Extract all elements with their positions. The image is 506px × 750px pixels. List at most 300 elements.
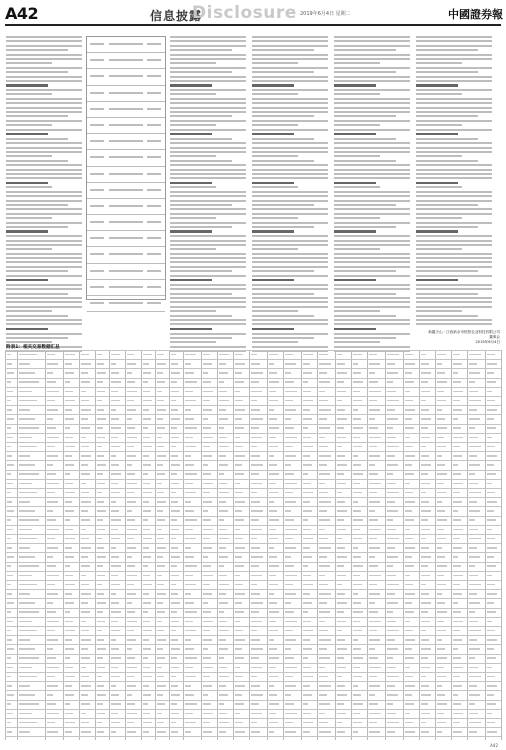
table-cell <box>469 455 477 457</box>
table-cell <box>235 676 243 678</box>
table-cell <box>127 354 134 356</box>
table-cell <box>487 483 492 485</box>
table-row <box>87 296 165 312</box>
text-line <box>416 235 492 237</box>
table-cell <box>251 437 262 439</box>
table-cell <box>405 483 410 485</box>
table-cell <box>157 455 166 457</box>
text-line <box>6 36 82 38</box>
table-cell <box>111 492 120 494</box>
table-cell <box>171 694 180 696</box>
table-cell <box>47 437 59 439</box>
cell-text <box>147 270 161 272</box>
text-line <box>6 200 82 202</box>
table-cell <box>81 602 88 604</box>
table-cell <box>157 722 164 724</box>
table-cell <box>97 685 104 687</box>
text-line <box>334 235 410 237</box>
table-cell <box>453 381 461 383</box>
table-cell <box>81 492 89 494</box>
table-cell <box>7 538 11 540</box>
table-cell <box>353 464 361 466</box>
table-cell <box>143 611 148 613</box>
table-cell <box>235 510 242 512</box>
text-line <box>416 195 492 197</box>
text-line <box>334 160 396 162</box>
table-cell <box>185 455 191 457</box>
table-cell <box>369 437 381 439</box>
table-cell <box>7 381 11 383</box>
text-line <box>6 323 82 325</box>
table-cell <box>111 391 118 393</box>
table-cell <box>65 437 73 439</box>
table-cell <box>469 593 477 595</box>
table-cell <box>65 391 73 393</box>
text-line <box>416 138 478 140</box>
table-cell <box>203 409 212 411</box>
text-line <box>416 240 492 242</box>
table-cell <box>185 473 197 475</box>
text-line <box>334 297 410 299</box>
table-cell <box>19 464 35 466</box>
table-cell <box>337 418 347 420</box>
table-cell <box>353 556 361 558</box>
text-line <box>334 115 396 117</box>
table-gridline <box>501 350 502 740</box>
table-cell <box>97 639 104 641</box>
table-cell <box>319 731 331 733</box>
table-cell <box>171 391 179 393</box>
table-cell <box>405 538 413 540</box>
table-cell <box>157 584 164 586</box>
table-cell <box>185 381 197 383</box>
table-cell <box>487 593 497 595</box>
table-cell <box>269 437 276 439</box>
table-cell <box>171 501 178 503</box>
table-cell <box>157 713 162 715</box>
table-cell <box>235 639 245 641</box>
table-cell <box>269 630 278 632</box>
table-cell <box>203 621 213 623</box>
table-cell <box>303 400 313 402</box>
table-cell <box>65 427 70 429</box>
table-cell <box>219 584 229 586</box>
text-line <box>252 341 298 343</box>
table-cell <box>319 593 331 595</box>
table-cell <box>157 473 165 475</box>
table-cell <box>185 556 194 558</box>
table-cell <box>97 694 106 696</box>
table-cell <box>387 694 398 696</box>
cell-text <box>90 59 104 61</box>
text-line <box>252 297 328 299</box>
table-cell <box>97 464 106 466</box>
table-cell <box>303 722 313 724</box>
text-line <box>416 222 492 224</box>
table-cell <box>421 418 431 420</box>
table-cell <box>353 492 362 494</box>
table-cell <box>157 575 162 577</box>
text-line <box>416 323 492 325</box>
table-cell <box>421 630 426 632</box>
text-line <box>416 160 478 162</box>
text-line <box>6 173 82 175</box>
table-cell <box>143 621 150 623</box>
table-cell <box>453 575 463 577</box>
table-cell <box>65 473 70 475</box>
table-cell <box>65 584 75 586</box>
table-cell <box>185 584 196 586</box>
table-cell <box>285 483 297 485</box>
table-cell <box>437 400 446 402</box>
table-cell <box>251 381 259 383</box>
text-line <box>170 151 246 153</box>
text-line <box>170 257 246 259</box>
table-gridline <box>5 690 501 691</box>
table-cell <box>251 455 260 457</box>
table-cell <box>127 648 132 650</box>
table-cell <box>19 354 37 356</box>
table-cell <box>437 354 446 356</box>
text-line <box>334 288 410 290</box>
table-cell <box>185 694 194 696</box>
text-line <box>334 84 376 86</box>
table-cell <box>437 437 444 439</box>
table-cell <box>421 685 429 687</box>
table-gridline <box>5 350 501 351</box>
table-cell <box>487 667 492 669</box>
table-cell <box>303 427 308 429</box>
table-cell <box>111 510 119 512</box>
table-cell <box>353 381 363 383</box>
text-line <box>170 142 246 144</box>
table-cell <box>269 473 279 475</box>
table-cell <box>171 547 178 549</box>
table-cell <box>437 363 442 365</box>
table-cell <box>453 483 463 485</box>
table-cell <box>387 464 398 466</box>
text-line <box>416 93 462 95</box>
table-cell <box>81 538 89 540</box>
table-cell <box>19 538 37 540</box>
table-cell <box>337 492 342 494</box>
table-gridline <box>5 718 501 719</box>
table-cell <box>405 685 415 687</box>
table-cell <box>303 667 311 669</box>
table-cell <box>171 602 180 604</box>
text-line <box>416 248 462 250</box>
table-cell <box>303 510 312 512</box>
cell-text <box>90 205 104 207</box>
table-cell <box>353 667 360 669</box>
table-cell <box>127 630 134 632</box>
text-line <box>334 62 380 64</box>
table-cell <box>353 685 358 687</box>
table-cell <box>65 492 75 494</box>
text-line <box>6 270 68 272</box>
table-cell <box>269 575 276 577</box>
table-cell <box>469 483 478 485</box>
table-cell <box>47 400 55 402</box>
table-cell <box>303 621 311 623</box>
table-cell <box>7 703 11 705</box>
table-cell <box>369 446 377 448</box>
table-cell <box>19 492 37 494</box>
table-cell <box>353 510 361 512</box>
table-cell <box>303 556 312 558</box>
table-gridline <box>5 396 501 397</box>
table-cell <box>47 372 53 374</box>
table-row <box>87 118 165 134</box>
table-cell <box>143 519 148 521</box>
table-cell <box>81 694 88 696</box>
table-cell <box>111 547 116 549</box>
table-cell <box>185 372 194 374</box>
table-cell <box>437 685 442 687</box>
table-cell <box>157 593 166 595</box>
table-cell <box>143 657 148 659</box>
table-cell <box>453 409 462 411</box>
table-cell <box>157 409 166 411</box>
table-cell <box>453 731 462 733</box>
table-cell <box>487 713 492 715</box>
table-cell <box>319 648 327 650</box>
table-cell <box>19 529 32 531</box>
table-cell <box>81 685 91 687</box>
table-cell <box>157 464 163 466</box>
text-line <box>252 319 328 321</box>
table-cell <box>337 391 346 393</box>
table-cell <box>65 713 73 715</box>
table-cell <box>303 354 313 356</box>
table-cell <box>251 676 257 678</box>
table-cell <box>487 510 494 512</box>
table-cell <box>487 584 495 586</box>
table-cell <box>421 354 426 356</box>
table-cell <box>487 418 494 420</box>
table-cell <box>285 713 297 715</box>
table-cell <box>437 611 447 613</box>
table-cell <box>127 694 132 696</box>
text-line <box>6 261 82 263</box>
table-cell <box>47 455 58 457</box>
table-cell <box>487 685 497 687</box>
table-cell <box>303 446 313 448</box>
text-line <box>6 191 82 193</box>
text-line <box>334 151 410 153</box>
table-cell <box>185 363 191 365</box>
section-title-english: Disclosure <box>192 3 297 23</box>
table-cell <box>65 455 72 457</box>
table-cell <box>387 602 398 604</box>
table-cell <box>337 630 342 632</box>
text-line <box>252 40 328 42</box>
table-cell <box>111 565 121 567</box>
table-cell <box>285 584 293 586</box>
table-cell <box>269 667 276 669</box>
text-line <box>6 151 82 153</box>
table-cell <box>437 648 445 650</box>
table-cell <box>303 565 308 567</box>
text-line <box>252 293 314 295</box>
table-cell <box>421 391 430 393</box>
table-cell <box>285 354 293 356</box>
table-cell <box>453 372 458 374</box>
table-cell <box>353 363 358 365</box>
table-cell <box>337 602 347 604</box>
table-cell <box>219 538 229 540</box>
text-line <box>334 346 410 348</box>
table-cell <box>81 519 90 521</box>
text-line <box>334 169 410 171</box>
table-cell <box>185 575 193 577</box>
text-line <box>416 98 492 100</box>
table-cell <box>251 694 263 696</box>
table-cell <box>469 556 480 558</box>
table-gridline <box>5 460 501 461</box>
table-cell <box>171 455 178 457</box>
table-cell <box>369 381 378 383</box>
text-line <box>252 182 294 184</box>
text-line <box>170 160 232 162</box>
table-cell <box>19 446 37 448</box>
table-cell <box>251 584 257 586</box>
table-cell <box>127 418 132 420</box>
table-cell <box>487 565 496 567</box>
table-cell <box>171 639 178 641</box>
table-cell <box>157 556 163 558</box>
table-cell <box>303 391 311 393</box>
text-line <box>6 288 82 290</box>
table-cell <box>7 667 13 669</box>
text-line <box>334 191 410 193</box>
text-line <box>252 54 328 56</box>
text-line <box>252 240 328 242</box>
table-cell <box>369 538 377 540</box>
text-line <box>170 54 246 56</box>
table-cell <box>47 363 58 365</box>
table-cell <box>143 731 149 733</box>
table-cell <box>437 381 447 383</box>
text-line <box>170 129 246 131</box>
table-cell <box>421 593 429 595</box>
table-cell <box>437 676 446 678</box>
table-cell <box>319 575 325 577</box>
table-cell <box>7 630 11 632</box>
table-cell <box>421 473 428 475</box>
text-line <box>170 337 232 339</box>
table-cell <box>269 354 278 356</box>
table-cell <box>285 575 297 577</box>
table-cell <box>437 565 447 567</box>
table-cell <box>185 400 196 402</box>
table-cell <box>235 667 240 669</box>
table-cell <box>19 713 32 715</box>
table-cell <box>269 510 277 512</box>
text-line <box>6 102 82 104</box>
table-cell <box>219 473 224 475</box>
table-cell <box>453 529 463 531</box>
text-line <box>334 177 410 179</box>
table-cell <box>143 722 152 724</box>
table-cell <box>203 473 211 475</box>
table-cell <box>251 722 257 724</box>
table-cell <box>369 400 377 402</box>
table-cell <box>81 639 91 641</box>
table-cell <box>157 381 165 383</box>
table-cell <box>97 602 106 604</box>
table-cell <box>469 621 478 623</box>
table-cell <box>337 667 346 669</box>
table-cell <box>111 473 121 475</box>
table-cell <box>127 538 134 540</box>
table-cell <box>235 519 244 521</box>
table-cell <box>219 685 226 687</box>
table-cell <box>421 648 431 650</box>
table-cell <box>269 676 278 678</box>
table-cell <box>421 657 428 659</box>
table-cell <box>81 464 88 466</box>
table-row <box>87 53 165 69</box>
table-cell <box>303 602 312 604</box>
table-cell <box>127 400 134 402</box>
cell-text <box>109 43 143 45</box>
table-cell <box>171 529 179 531</box>
text-line <box>252 191 328 193</box>
text-line <box>252 323 328 325</box>
table-cell <box>81 409 91 411</box>
text-line <box>334 248 380 250</box>
table-cell <box>285 602 291 604</box>
table-cell <box>235 354 243 356</box>
table-cell <box>65 685 72 687</box>
cell-text <box>90 189 104 191</box>
text-line <box>252 222 328 224</box>
text-line <box>6 89 82 91</box>
text-line <box>6 67 82 69</box>
table-cell <box>157 547 166 549</box>
table-cell <box>97 593 104 595</box>
table-cell <box>143 538 152 540</box>
table-cell <box>369 676 377 678</box>
table-cell <box>81 400 89 402</box>
text-line <box>6 138 68 140</box>
table-cell <box>143 418 151 420</box>
text-line <box>252 328 294 330</box>
table-cell <box>337 713 346 715</box>
table-cell <box>453 602 458 604</box>
table-row <box>87 150 165 166</box>
table-cell <box>111 455 116 457</box>
text-line <box>416 191 492 193</box>
table-cell <box>303 694 312 696</box>
text-line <box>416 208 492 210</box>
table-cell <box>303 713 311 715</box>
table-cell <box>319 427 330 429</box>
text-line <box>334 195 410 197</box>
table-gridline <box>5 451 501 452</box>
table-cell <box>81 648 88 650</box>
table-cell <box>421 602 431 604</box>
text-line <box>170 310 216 312</box>
table-cell <box>81 446 89 448</box>
text-line <box>252 89 328 91</box>
table-cell <box>405 427 414 429</box>
text-line <box>334 133 376 135</box>
text-line <box>170 115 232 117</box>
table-cell <box>453 363 462 365</box>
table-cell <box>437 584 446 586</box>
